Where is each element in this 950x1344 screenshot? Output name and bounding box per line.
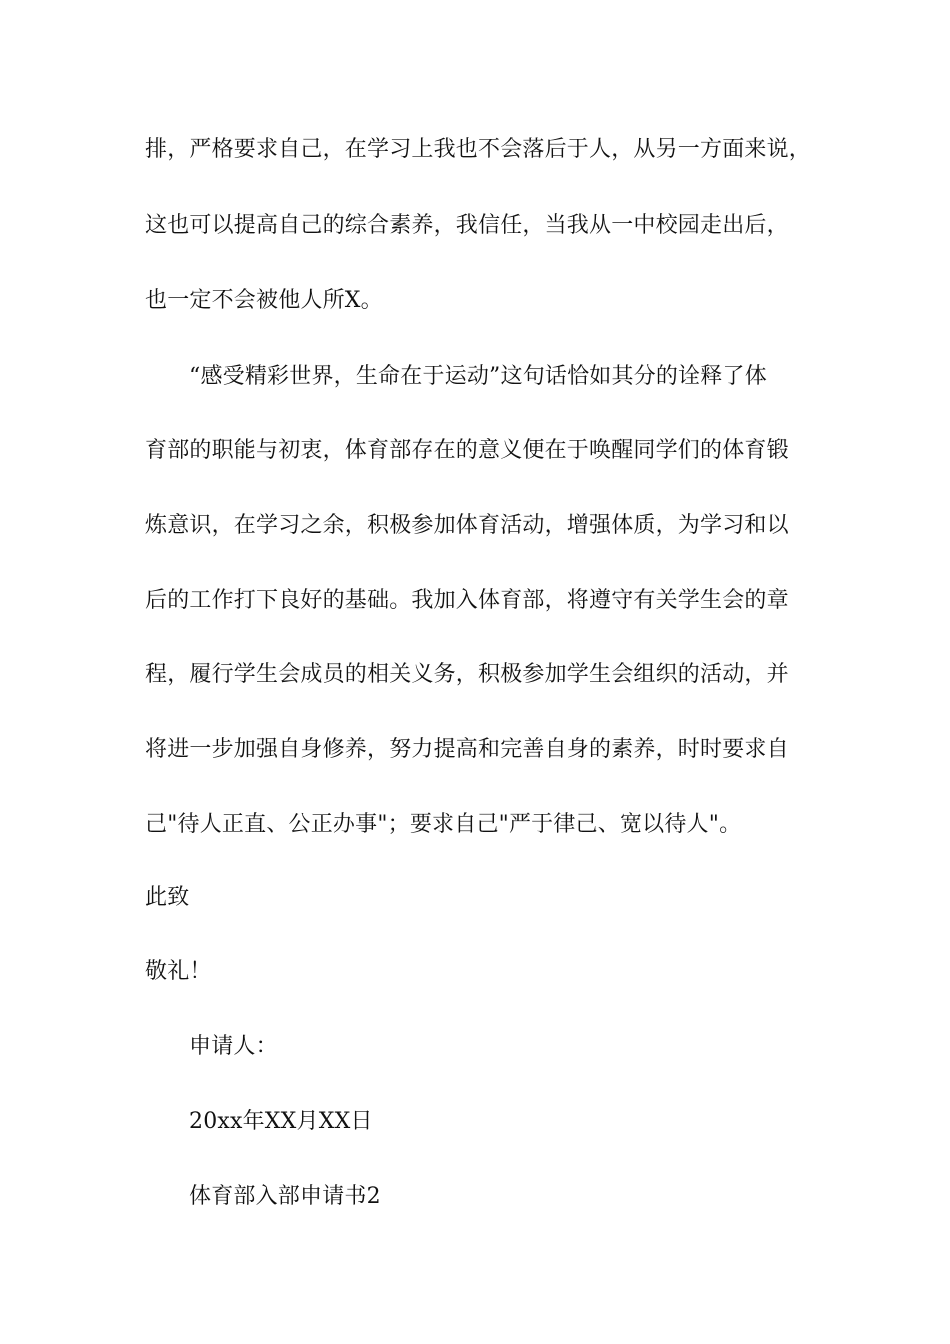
- closing-salutation-1: 此致: [145, 885, 190, 910]
- date-line: 20xx年XX月XX日: [189, 1109, 373, 1134]
- body-line-8: 程，履行学生会成员的相关义务，积极参加学生会组织的活动，并: [145, 662, 789, 687]
- closing-salutation-2: 敬礼！: [145, 959, 212, 984]
- body-line-1: 排，严格要求自己，在学习上我也不会落后于人，从另一方面来说，: [145, 137, 812, 162]
- body-line-5: 育部的职能与初衷，体育部存在的意义便在于唤醒同学们的体育锻: [145, 438, 789, 463]
- applicant-label: 申请人：: [189, 1034, 278, 1059]
- body-line-7: 后的工作打下良好的基础。我加入体育部，将遵守有关学生会的章: [145, 588, 789, 613]
- body-line-9: 将进一步加强自身修养，努力提高和完善自身的素养，时时要求自: [145, 737, 789, 762]
- next-section-title: 体育部入部申请书2: [189, 1184, 381, 1209]
- body-line-6: 炼意识，在学习之余，积极参加体育活动，增强体质，为学习和以: [145, 513, 789, 538]
- body-line-2: 这也可以提高自己的综合素养，我信任，当我从一中校园走出后，: [145, 213, 789, 238]
- body-line-4: “感受精彩世界，生命在于运动”这句话恰如其分的诠释了体: [189, 364, 767, 389]
- body-line-10: 己"待人正直、公正办事"；要求自己"严于律己、宽以待人"。: [145, 812, 742, 837]
- body-line-3: 也一定不会被他人所X。: [145, 288, 383, 313]
